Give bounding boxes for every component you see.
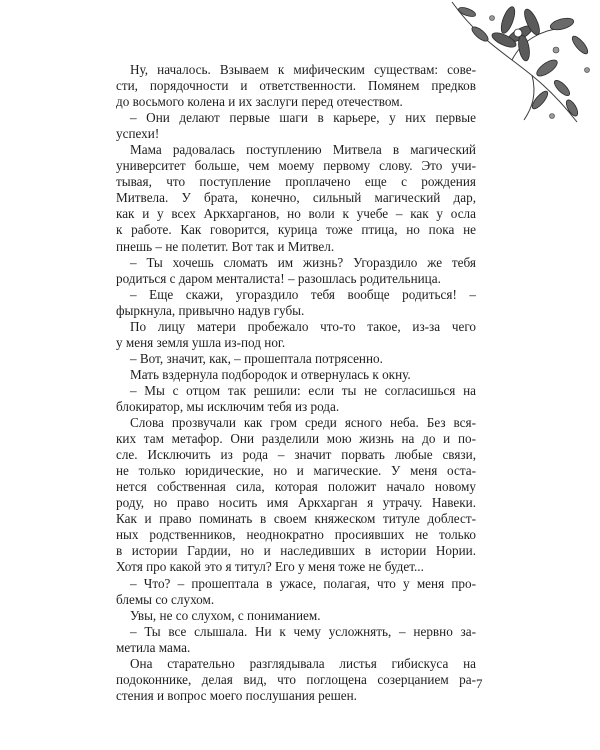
- page-number: 7: [476, 676, 483, 691]
- text-line: Мама радовалась поступлению Митвела в магический: [130, 142, 476, 158]
- text-line: ных родственников, неоднократно просиявших не только: [116, 527, 476, 543]
- text-line: Митвела. У брата, конечно, сильный магический дар,: [116, 190, 476, 206]
- text-line: ких там метафор. Они разделили мою жизнь на до и по-: [116, 431, 476, 447]
- text-line: Слова прозвучали как гром среди ясного неба. Без вся-: [130, 415, 476, 431]
- text-line: – Мы с отцом так решили: если ты не согласишься на: [130, 382, 476, 398]
- text-line: Как и право поминать в своем княжеском титуле доблест-: [116, 511, 476, 527]
- text-line: у меня земля ушла из-под ног.: [116, 334, 286, 350]
- text-line: успехи!: [116, 126, 160, 142]
- text-line: пнешь – не полетит. Вот так и Митвел.: [116, 238, 335, 254]
- text-line: сти, порядочности и ответственности. Помянем предков: [116, 78, 476, 94]
- text-line: фыркнула, привычно надув губы.: [116, 302, 305, 318]
- text-line: подоконнике, делая вид, что поглощена созерцанием ра-: [116, 671, 476, 687]
- text-line: стения и вопрос моего послушания решен.: [116, 687, 357, 703]
- text-line: роду, но право носить имя Аркхарган я утрачу. Навеки.: [116, 495, 476, 511]
- text-line: – Ты хочешь сломать им жизнь? Угораздило же тебя: [130, 254, 476, 270]
- text-line: не только юридические, но и магические. У меня оста-: [116, 463, 476, 479]
- text-line: Увы, не со слухом, с пониманием.: [130, 607, 321, 623]
- text-line: нется собственная сила, которая положит начало новому: [116, 479, 476, 495]
- text-line: Она старательно разглядывала листья гибискуса на: [130, 655, 476, 671]
- text-line: до восьмого колена и их заслуги перед отечеством.: [116, 94, 403, 110]
- text-line: – Ты все слышала. Ни к чему усложнять, – нервно за-: [130, 623, 476, 639]
- text-line: – Вот, значит, как, – прошептала потрясенно.: [130, 350, 383, 366]
- text-line: тывая, что поступление проплачено еще с рождения: [116, 174, 476, 190]
- body-text: [116, 62, 476, 704]
- text-line: университет больше, чем моему первому слову. Это учи-: [116, 158, 476, 174]
- text-line: сле. Исключить из рода – значит порвать любые связи,: [116, 447, 476, 463]
- text-line: блемы со слухом.: [116, 591, 215, 607]
- text-line: Ну, началось. Взываем к мифическим существам: сове-: [130, 62, 476, 77]
- text-line: метила мама.: [116, 639, 191, 655]
- text-line: Мать вздернула подбородок и отвернулась к окну.: [130, 366, 411, 382]
- text-line: как и у всех Аркхарганов, но воли к учебе – как у осла: [116, 206, 476, 222]
- text-line: – Еще скажи, угораздило тебя вообще родиться! –: [130, 286, 476, 302]
- text-line: родиться с даром менталиста! – разошлась родительница.: [116, 270, 441, 286]
- text-line: Хотя про какой это я титул? Его у меня тоже не будет...: [116, 559, 424, 575]
- text-line: к работе. Как говорится, курица тоже птица, но пока не: [116, 222, 476, 238]
- text-line: – Они делают первые шаги в карьере, у них первые: [130, 110, 476, 126]
- text-line: в истории Гардии, но и наследивших в истории Нории.: [116, 543, 476, 559]
- text-line: По лицу матери пробежало что-то такое, из-за чего: [130, 318, 476, 334]
- text-line: блокиратор, мы исключим тебя из рода.: [116, 398, 340, 414]
- text-line: – Что? – прошептала в ужасе, полагая, что у меня про-: [130, 575, 476, 591]
